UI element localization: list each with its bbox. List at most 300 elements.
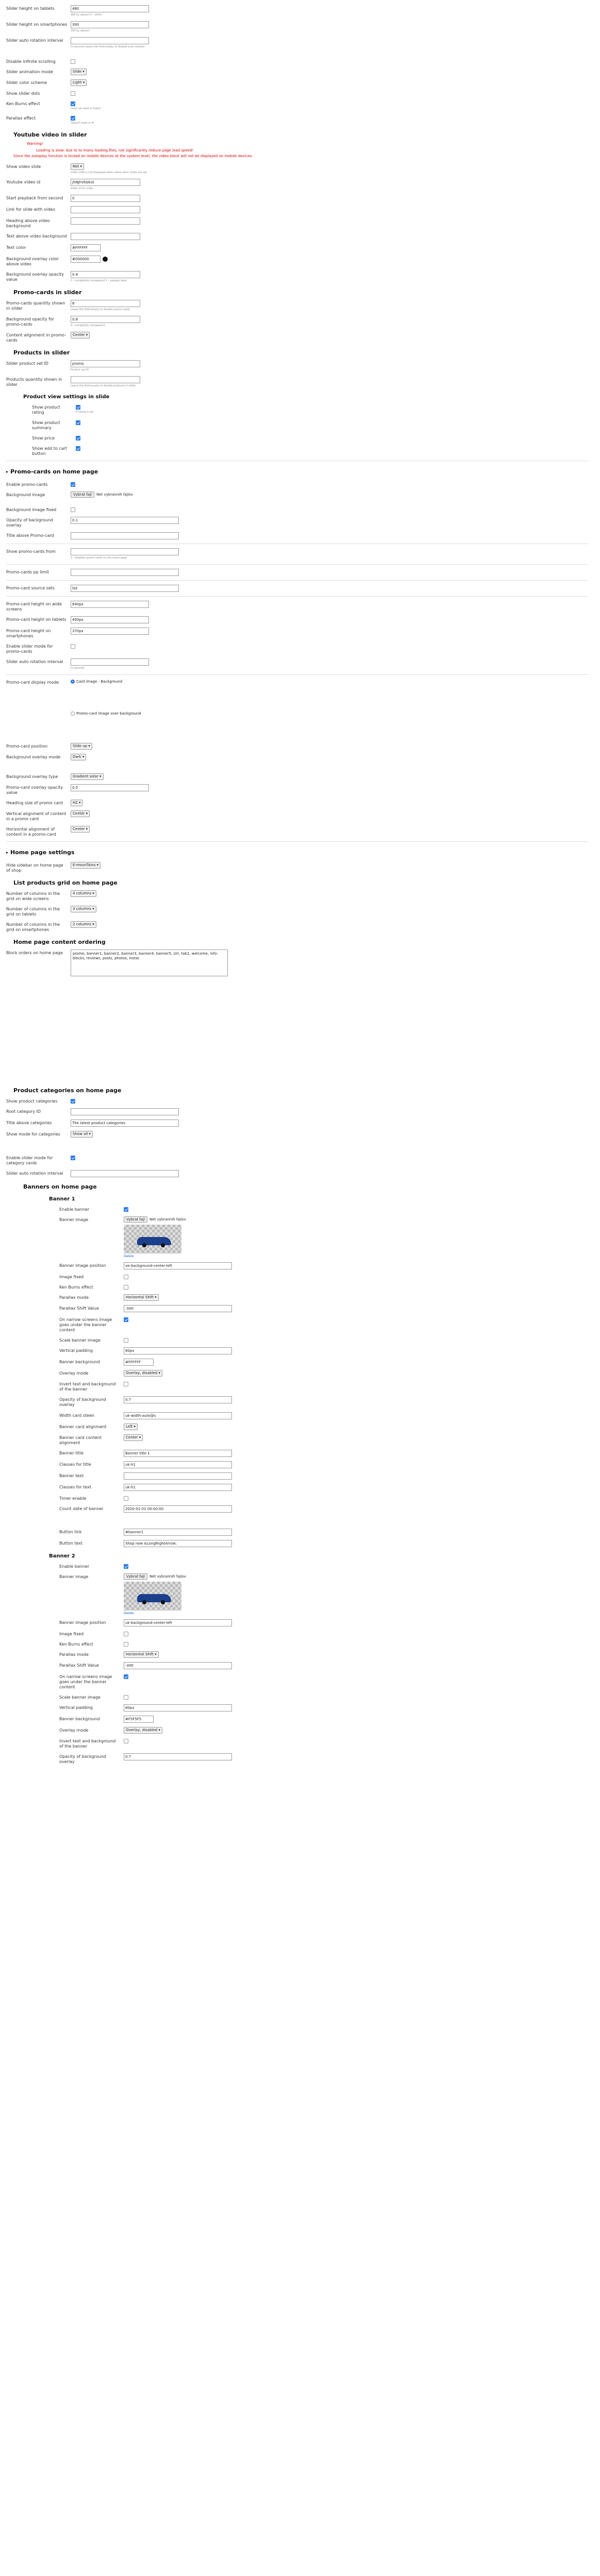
setting-row [0,330,600,345]
promo-from-input[interactable] [71,548,179,555]
color-scheme-select[interactable]: Light ▾ [71,79,87,86]
overlay-mode-select[interactable]: Overlay, disabled ▾ [124,1727,162,1734]
setting-row [0,1503,600,1527]
display-option[interactable] [71,679,600,685]
width-input[interactable]: uk-width-auto@s [124,1412,232,1419]
enable-banner-checkbox[interactable] [124,1207,128,1212]
setting-label: Number of columns in the grid on tablets [6,907,60,917]
setting-row [0,489,600,504]
setting-label: Parallax Shift Value [59,1306,99,1311]
setting-label: Parallax Shift Value [59,1663,99,1668]
setting-row [0,1368,600,1379]
banner-bg-input[interactable]: #FFFFFF [124,1359,154,1366]
setting-label: Enable slider mode for category cards [6,1156,53,1165]
setting-label: Vertical alignment of content in a promo card [6,811,66,821]
setting-row [0,1493,600,1503]
setting-row [0,66,600,77]
setting-label: Banner image position [59,1263,106,1268]
slider-height-smartphones-input[interactable]: 300 [71,21,149,28]
setting-label: On narrow screens image goes under the banner content [59,1317,112,1332]
promo-home-section-header[interactable] [0,463,600,479]
overlay-opacity-input[interactable]: 0.5 [71,784,149,791]
setting-label: Promo-card source sets [6,586,55,590]
setting-row [0,215,600,231]
setting-label: Slider product set ID [6,361,48,366]
overlay-type-select[interactable]: Gradient solar ▾ [71,773,104,780]
categories-title-input[interactable]: The latest product categories [71,1120,179,1127]
choose-file-button[interactable]: Vybrat fajl [124,1216,147,1223]
setting-label: Parallax mode [59,1652,89,1657]
timer-checkbox[interactable] [124,1496,128,1501]
divider [6,841,589,842]
scale-image-checkbox[interactable] [124,1338,128,1343]
promo-source-input[interactable]: list [71,585,179,592]
setting-row [0,860,600,875]
warning-text: Since the autoplay function is locked on mobile devices at the system level, the video block will not be displayed on mobile devices. [13,154,253,158]
halign-select[interactable]: Center ▾ [71,826,90,833]
setting-row [0,1214,600,1260]
count-date-input[interactable]: 2020-01-01 00:00:00 [124,1505,232,1513]
setting-label: Enable promo-cards [6,482,48,487]
setting-row [0,1432,600,1448]
warning-title: Warning! [27,142,43,146]
section-title: Home page settings [10,849,75,856]
overlay-mode-select[interactable]: Overlay, disabled ▾ [124,1370,162,1377]
button-link-input[interactable]: #banner1 [124,1529,232,1536]
home-settings-section-header[interactable] [0,844,600,860]
parallax-shift-input[interactable]: -300 [124,1662,232,1669]
setting-label: Background image [6,493,45,497]
category-slider-checkbox[interactable] [71,1156,75,1160]
setting-label: Slider auto rotation interval [6,659,63,664]
setting-label: Disable infinite scrolling [6,59,56,64]
divider [6,596,589,597]
setting-label: Classes for title [59,1462,91,1467]
order-help [71,978,600,1081]
text-classes-input[interactable]: uk-h1 [124,1484,232,1491]
setting-row [0,625,600,641]
heading-size-select[interactable]: H2 ▾ [71,800,82,806]
setting-row [0,1629,600,1639]
setting-row [0,1345,600,1357]
setting-row [0,1117,600,1129]
grid-smartphone-select[interactable]: 2 columns ▾ [71,921,96,928]
setting-row [0,1571,600,1617]
setting-row [0,641,600,656]
setting-label: Banner card content alignment [59,1435,102,1445]
setting-row [0,824,600,839]
promo-slider-title: Promo-cards in slider [13,289,82,296]
setting-row [0,417,600,433]
option-label: Card image - Background [76,680,123,684]
setting-label: Banner text [59,1473,84,1478]
show-summary-checkbox[interactable] [76,420,80,425]
ken-burns-checkbox[interactable] [124,1642,128,1647]
banner-title-input[interactable]: Banner title 1 [124,1450,232,1457]
setting-label: Number of columns in the grid on wide screens [6,891,60,901]
setting-label: Banner image [59,1217,89,1222]
content-ordering-title: Home page content ordering [13,939,106,945]
invert-checkbox[interactable] [124,1382,128,1386]
height-smartphone-input[interactable]: 370px [71,628,149,635]
banner1-title: Banner 1 [49,1196,75,1202]
setting-row [0,1538,600,1549]
setting-label: Link for slide with video [6,207,55,212]
setting-label: Show slider dots [6,91,40,96]
parallax-mode-select[interactable]: Horizontal Shift ▾ [124,1294,159,1301]
setting-label: Button text [59,1541,83,1546]
delete-link[interactable]: Delete [124,1612,134,1615]
category-rotation-input[interactable] [71,1170,179,1177]
setting-row [0,656,600,672]
setting-label: Slider auto rotation interval [6,38,63,43]
promo-quantity-input[interactable]: 6 [71,300,140,307]
setting-label: Opacity of background overlay [59,1754,106,1764]
button-text-input[interactable]: Shop now &LongRightArrow; [124,1540,232,1547]
setting-label: Promo-cards quantity shown in slider [6,301,65,311]
setting-row [0,1096,600,1106]
bg-fixed-checkbox[interactable] [71,507,75,512]
setting-row [0,1272,600,1282]
setting-row [0,269,600,285]
promo-align-select[interactable]: Center ▾ [71,332,90,338]
file-status: Net vybrannih fajlov [96,493,133,497]
setting-label: Promo-card height on wide screens [6,602,62,612]
triangle-right-icon: ▸ [6,469,9,474]
vertical-padding-input[interactable]: 80px [124,1704,232,1711]
show-categories-checkbox[interactable] [71,1099,75,1104]
promo-slider-mode-checkbox[interactable] [71,644,75,649]
product-set-input[interactable]: promo [71,360,140,367]
setting-row [0,358,600,374]
setting-row [0,98,600,113]
promo-limit-input[interactable] [71,569,179,576]
hide-sidebar-select[interactable]: E-mounTains ▾ [71,862,101,869]
setting-label: Invert text and background of the banner [59,1382,116,1392]
setting-row [0,947,600,1083]
title-classes-input[interactable]: uk-h1 [124,1461,232,1468]
youtube-id-input[interactable]: jhNJhVkbkUI [71,179,140,186]
setting-label: Background overlay opacity value [6,272,64,282]
setting-label: Horizontal alignment of content in a promo-card [6,827,56,837]
setting-row [0,599,600,614]
setting-row [0,1714,600,1725]
list-grid-title: List products grid on home page [13,879,118,886]
promo-auto-rotation-input[interactable] [71,658,149,666]
invert-checkbox[interactable] [124,1739,128,1743]
setting-row [0,1736,600,1751]
setting-label: Background overlay type [6,774,58,779]
parallax-mode-select[interactable]: Horizontal Shift ▾ [124,1651,159,1658]
setting-row [0,231,600,242]
parallax-checkbox[interactable] [71,116,75,121]
setting-label: Vertical padding [59,1348,93,1353]
bg-opacity-input[interactable]: 0.1 [71,517,179,524]
scale-image-checkbox[interactable] [124,1695,128,1700]
setting-label: Show mode for categories [6,1132,60,1137]
setting-label: Width card steen [59,1413,95,1418]
setting-row [0,1448,600,1459]
setting-row [0,242,600,253]
hint: 300 by default [71,29,90,32]
opacity-input[interactable]: 0.7 [124,1753,232,1760]
setting-row [0,798,600,808]
setting-label: Promo-card overlay opacity value [6,785,63,795]
setting-label: Show add to cart button [32,446,68,456]
setting-label: Overlay mode [59,1371,89,1376]
setting-row [0,1660,600,1671]
setting-row [0,1292,600,1303]
delete-link[interactable]: Delete [124,1255,134,1258]
enable-banner-checkbox[interactable] [124,1564,128,1569]
setting-label: Promo-cards pp limit [6,570,49,574]
setting-row [0,88,600,98]
product-categories-title: Product categories on home page [13,1087,122,1094]
hint: Doesn't work in IE [71,122,94,125]
youtube-section-title: Youtube video in slider [13,131,87,138]
setting-label: Ken Burns effect [6,101,40,106]
setting-label: Text color [6,245,26,250]
parallax-shift-input[interactable]: -300 [124,1305,232,1312]
setting-label: Invert text and background of the banner [59,1739,116,1749]
show-rating-checkbox[interactable] [76,405,80,410]
setting-row [0,782,600,798]
height-wide-input[interactable]: 640px [71,601,149,608]
setting-row [0,1106,600,1117]
setting-row [0,888,600,904]
setting-row [0,1168,600,1179]
start-second-input[interactable]: 0 [71,195,140,202]
banner-text-input[interactable] [124,1472,232,1480]
radio-selected[interactable] [71,680,75,684]
option-label: Promo-card image over background [76,711,141,716]
display-option[interactable] [71,711,600,717]
setting-row [0,1260,600,1272]
banner-position-input[interactable]: ve-background-center-left [124,1262,232,1269]
setting-row [0,546,600,562]
video-link-input[interactable] [71,206,140,213]
grid-wide-select[interactable]: 4 columns ▾ [71,890,96,897]
hint: Product set ID [71,368,89,371]
mobile-image-checkbox[interactable] [124,1674,128,1679]
setting-row [0,1379,600,1394]
setting-row [0,1153,600,1168]
setting-row [0,504,600,515]
setting-row [0,3,600,19]
section-title: Promo-cards on home page [10,468,98,475]
setting-row [0,1649,600,1660]
choose-file-button[interactable]: Vybrat fajl [124,1573,147,1580]
setting-label: Start playback from second [6,196,63,200]
setting-row [0,1303,600,1314]
setting-row [0,741,600,752]
video-text-input[interactable] [71,233,140,240]
setting-row [0,1692,600,1702]
car-image [137,1237,171,1245]
hint: If rating is set [76,411,94,414]
products-slider-title: Products in slider [13,349,70,356]
setting-row [0,1314,600,1335]
show-price-checkbox[interactable] [76,436,80,440]
root-category-input[interactable] [71,1108,179,1115]
setting-label: Parallax effect [6,116,36,121]
option-description [71,686,600,711]
animation-mode-select[interactable]: Slide ▾ [71,69,87,75]
image-fixed-checkbox[interactable] [124,1632,128,1636]
setting-label: Slider height on tablets [6,6,55,11]
mobile-image-checkbox[interactable] [124,1317,128,1322]
setting-label: Enable slider mode for promo-cards [6,644,53,654]
setting-label: Background image fixed [6,507,57,512]
setting-label: Slider auto rotation interval [6,1171,63,1176]
setting-label: Opacity of background overlay [6,518,53,528]
show-dots-checkbox[interactable] [71,91,75,96]
setting-row [0,1459,600,1470]
image-fixed-checkbox[interactable] [124,1275,128,1279]
categories-mode-select[interactable]: Show all ▾ [71,1131,93,1138]
setting-row [0,1129,600,1153]
hint: Does not work in Safari [71,107,101,110]
ken-burns-checkbox[interactable] [71,101,75,106]
banner2-title: Banner 2 [49,1553,75,1559]
hint: 0 - completely transparent [71,324,105,327]
setting-label: Promo-card display mode [6,680,59,685]
divider [6,564,589,565]
triangle-right-icon: ▸ [6,850,9,855]
hint [71,499,184,502]
banner-position-input[interactable]: uk-background-center-left [124,1619,232,1626]
hint: Video id for video [71,187,93,190]
setting-row [0,1639,600,1649]
setting-label: Scale banner image [59,1695,101,1700]
setting-row [0,614,600,625]
content-align-select[interactable]: Center ▾ [124,1434,143,1441]
setting-row [0,677,600,741]
radio[interactable] [71,711,75,716]
show-cart-checkbox[interactable] [76,446,80,451]
setting-row [0,530,600,541]
height-tablet-input[interactable]: 400px [71,616,149,623]
setting-label: Root category ID [6,1109,41,1114]
setting-row [0,193,600,204]
setting-label: Ken Burns effect [59,1285,93,1290]
enable-promo-checkbox[interactable] [71,482,75,487]
vertical-padding-input[interactable]: 80px [124,1347,232,1354]
setting-row [0,19,600,35]
setting-label: Classes for text [59,1485,92,1489]
setting-label: On narrow screens image goes under the banner content [59,1674,112,1689]
setting-label: Parallax mode [59,1295,89,1300]
setting-row [0,77,600,88]
setting-row [0,443,600,459]
setting-label: Content alignment in promo-cards [6,333,66,343]
setting-label: Hide sidebar on home page of shop [6,863,63,873]
setting-row [0,1617,600,1629]
text-color-input[interactable]: #FFFFFF [71,244,101,251]
setting-row [0,919,600,935]
setting-row [0,1204,600,1214]
setting-row [0,1702,600,1714]
setting-row [0,1394,600,1410]
promo-title-input[interactable] [71,532,179,539]
setting-label: Enable banner [59,1207,90,1212]
overlay-color-input[interactable]: #000000 [71,256,101,263]
slider-height-tablets-input[interactable]: 480 [71,5,149,12]
setting-row [0,314,600,330]
setting-label: Title above categories [6,1121,52,1125]
setting-label: Heading above video background [6,218,50,228]
products-quantity-input[interactable] [71,376,140,383]
color-swatch[interactable] [103,257,108,262]
banner-image-preview [124,1225,181,1253]
setting-label: Slider height on smartphones [6,22,68,27]
setting-label: Promo-card height on tablets [6,617,66,622]
setting-label: Ken Burns effect [59,1642,93,1647]
overlay-mode-select[interactable]: Dark ▾ [71,754,86,760]
divider [6,580,589,581]
block-order-textarea[interactable]: promo, banner1, banner2, banner3, banner4, banner5, slrl, tab1, welcome, info-blocks, reviews, posts, photos, instar [71,950,228,976]
opacity-input[interactable]: 0.7 [124,1396,232,1403]
setting-row [0,752,600,771]
setting-row [0,1751,600,1767]
setting-label: Count date of banner [59,1506,104,1511]
setting-label: Show product summary [32,420,60,430]
setting-label: Slider animation mode [6,70,53,74]
ken-burns-checkbox[interactable] [124,1285,128,1290]
car-image [137,1594,171,1602]
file-status: Net vybrannih fajlov [149,1217,186,1222]
setting-label: Background overlay mode [6,755,61,759]
setting-row [0,204,600,215]
overlay-opacity-input[interactable]: 0.4 [71,271,140,278]
valign-select[interactable]: Center ▾ [71,810,90,817]
setting-label: Overlay mode [59,1728,89,1733]
setting-label: Slider color scheme [6,80,47,85]
setting-label: Image fixed [59,1632,84,1636]
slider-auto-rotation-input[interactable] [71,37,149,44]
setting-label: Scale banner image [59,1338,101,1343]
setting-label: Opacity of background overlay [59,1397,106,1407]
setting-label: Banner background [59,1360,100,1364]
setting-row [0,374,600,390]
promo-position-select[interactable]: Slide up ▾ [71,743,92,750]
setting-label: Products quantity shown in slider [6,377,62,387]
setting-row [0,298,600,314]
setting-label: Background opacity for promo-cards [6,317,55,327]
grid-tablet-select[interactable]: 3 columns ▾ [71,906,96,912]
hint: Video slide is not displayed when some other slides are set [71,171,147,174]
setting-row [0,1671,600,1692]
card-align-select[interactable]: Left ▾ [124,1423,138,1430]
setting-label: Banner card alignment [59,1425,107,1429]
setting-row [0,161,600,177]
banner-bg-input[interactable]: #F5F5F5 [124,1716,154,1723]
promo-opacity-input[interactable]: 0.8 [71,316,140,323]
setting-row [0,433,600,443]
setting-row [0,771,600,782]
choose-file-button[interactable]: Vybrat fajl [71,492,94,498]
setting-label: Banner image position [59,1620,106,1625]
setting-row [0,479,600,489]
disable-scrolling-checkbox[interactable] [71,59,75,64]
video-heading-input[interactable] [71,217,140,225]
setting-label: Image fixed [59,1275,84,1279]
setting-row [0,1561,600,1571]
show-video-slide-select[interactable]: Not ▾ [71,163,84,170]
setting-row [0,253,600,269]
setting-label: Banner title [59,1451,84,1455]
hint: Leave this field empty to disable promo-cards [71,308,130,311]
